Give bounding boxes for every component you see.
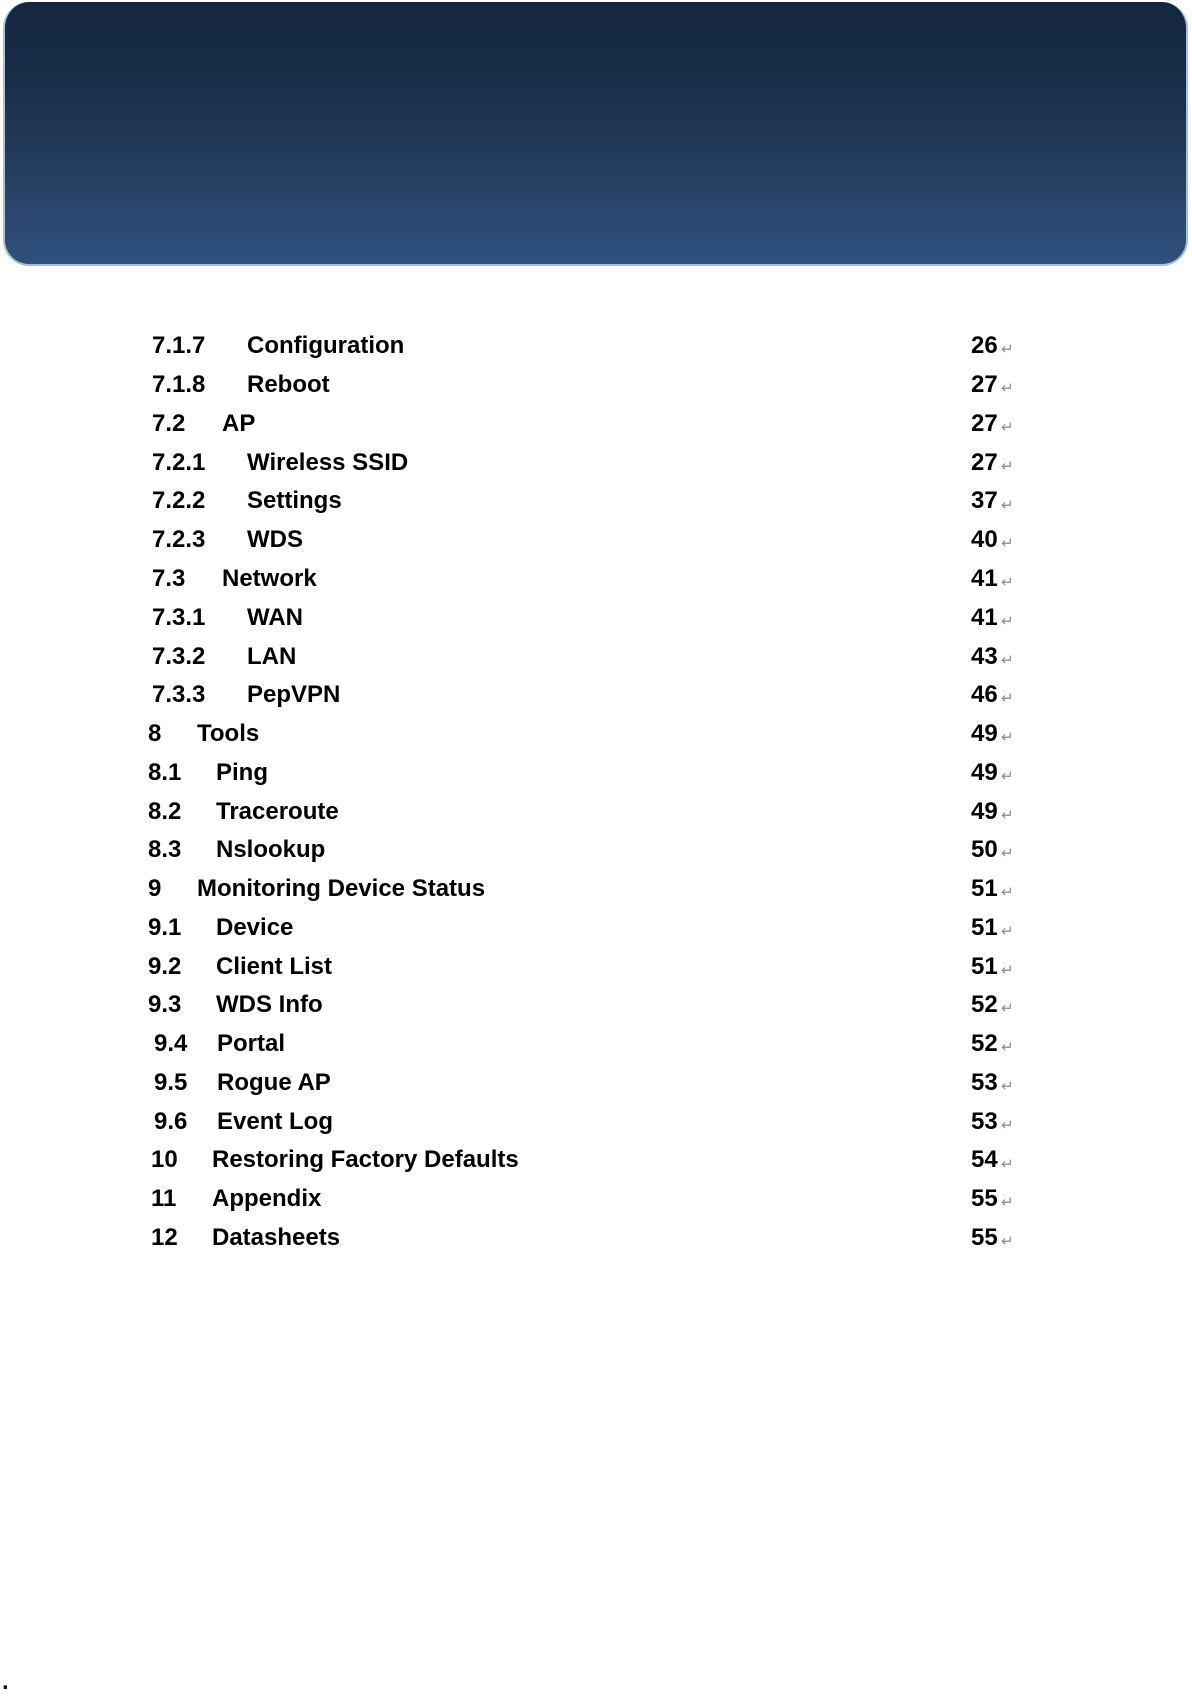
toc-entry-title: Datasheets — [212, 1223, 341, 1251]
return-mark-icon: ↵ — [1001, 1233, 1014, 1251]
toc-entry-number: 8.3 — [148, 836, 182, 864]
toc-entry-number: 7.3.3 — [152, 681, 206, 709]
toc-entry-title: AP — [222, 409, 256, 437]
return-mark-icon: ↵ — [1001, 1078, 1014, 1096]
toc-entry-title: Wireless SSID — [247, 448, 409, 476]
toc-entry-page: 49 — [971, 720, 998, 748]
return-mark-icon: ↵ — [1001, 651, 1014, 669]
toc-entry-page: 53 — [971, 1107, 998, 1135]
toc-row[interactable] — [0, 1025, 1192, 1064]
toc-entry-title: Portal — [217, 1030, 286, 1058]
toc-entry-number: 11 — [151, 1185, 177, 1213]
toc-entry-number: 9.1 — [148, 913, 182, 941]
toc-entry-page: 49 — [971, 758, 998, 786]
toc-row[interactable] — [0, 521, 1192, 560]
toc-entry-page: 27 — [971, 409, 998, 437]
toc-row[interactable] — [0, 1180, 1192, 1219]
toc-entry-number: 12 — [151, 1223, 178, 1251]
toc-entry-title: Ping — [216, 758, 268, 786]
return-mark-icon: ↵ — [1001, 1155, 1014, 1173]
return-mark-icon: ↵ — [1001, 729, 1014, 747]
toc-entry-page: 46 — [971, 681, 998, 709]
return-mark-icon: ↵ — [1001, 884, 1014, 902]
return-mark-icon: ↵ — [1001, 961, 1014, 979]
toc-row[interactable] — [0, 560, 1192, 599]
toc-entry-title: WDS Info — [216, 991, 323, 1019]
toc-entry-page: 27 — [971, 448, 998, 476]
toc-row[interactable] — [0, 870, 1192, 909]
toc-entry-title: Nslookup — [216, 836, 326, 864]
toc-entry-title: Event Log — [217, 1107, 334, 1135]
toc-entry-page: 41 — [971, 603, 998, 631]
return-mark-icon: ↵ — [1001, 341, 1014, 359]
toc-entry-title: Client List — [216, 952, 333, 980]
toc-entry-page: 55 — [971, 1223, 998, 1251]
toc-entry-number: 7.2.1 — [152, 448, 206, 476]
return-mark-icon: ↵ — [1001, 574, 1014, 592]
toc-entry-number: 9.2 — [148, 952, 182, 980]
return-mark-icon: ↵ — [1001, 806, 1014, 824]
toc-entry-title: WDS — [247, 526, 303, 554]
toc-row[interactable] — [0, 637, 1192, 676]
return-mark-icon: ↵ — [1001, 380, 1014, 398]
toc-row[interactable] — [0, 1141, 1192, 1180]
toc-entry-number: 7.1.7 — [152, 332, 206, 360]
toc-entry-page: 50 — [971, 836, 998, 864]
return-mark-icon: ↵ — [1001, 612, 1014, 630]
toc-entry-title: Monitoring Device Status — [197, 875, 486, 903]
toc-entry-page: 40 — [971, 526, 998, 554]
toc-entry-number: 10 — [151, 1146, 178, 1174]
toc-entry-page: 37 — [971, 487, 998, 515]
return-mark-icon: ↵ — [1001, 690, 1014, 708]
toc-row[interactable] — [0, 792, 1192, 831]
toc-entry-number: 9.5 — [154, 1068, 188, 1096]
return-mark-icon: ↵ — [1001, 496, 1014, 514]
toc-entry-number: 7.2.2 — [152, 487, 206, 515]
toc-entry-title: Configuration — [247, 332, 405, 360]
toc-row[interactable] — [0, 676, 1192, 715]
toc-entry-page: 52 — [971, 991, 998, 1019]
stray-period: . — [2, 1668, 9, 1695]
toc-entry-number: 7.3.2 — [152, 642, 206, 670]
toc-entry-title: Restoring Factory Defaults — [212, 1146, 519, 1174]
toc-entry-number: 9 — [148, 875, 162, 903]
toc-entry-page: 53 — [971, 1068, 998, 1096]
toc-entry-page: 55 — [971, 1185, 998, 1213]
toc-entry-title: Tools — [197, 720, 260, 748]
toc-entry-page: 27 — [971, 371, 998, 399]
toc-row[interactable] — [0, 366, 1192, 405]
toc-entry-page: 43 — [971, 642, 998, 670]
toc-row[interactable] — [0, 327, 1192, 366]
toc-entry-number: 9.6 — [154, 1107, 188, 1135]
toc-entry-page: 41 — [971, 564, 998, 592]
toc-entry-number: 7.1.8 — [152, 371, 206, 399]
toc-row[interactable] — [0, 443, 1192, 482]
return-mark-icon: ↵ — [1001, 1116, 1014, 1134]
return-mark-icon: ↵ — [1001, 1039, 1014, 1057]
toc-row[interactable] — [0, 598, 1192, 637]
toc-entry-title: LAN — [247, 642, 297, 670]
toc-row[interactable] — [0, 753, 1192, 792]
toc-row[interactable] — [0, 715, 1192, 754]
return-mark-icon: ↵ — [1001, 1000, 1014, 1018]
return-mark-icon: ↵ — [1001, 767, 1014, 785]
return-mark-icon: ↵ — [1001, 457, 1014, 475]
toc-entry-number: 7.3.1 — [152, 603, 206, 631]
toc-row[interactable] — [0, 908, 1192, 947]
toc-entry-title: PepVPN — [247, 681, 341, 709]
toc-entry-title: Settings — [247, 487, 342, 515]
toc-entry-page: 52 — [971, 1030, 998, 1058]
return-mark-icon: ↵ — [1001, 922, 1014, 940]
toc-row[interactable] — [0, 986, 1192, 1025]
toc-entry-title: Device — [216, 913, 294, 941]
toc-entry-title: Network — [222, 564, 317, 592]
return-mark-icon: ↵ — [1001, 535, 1014, 553]
toc-row[interactable] — [0, 1102, 1192, 1141]
toc-entry-page: 51 — [971, 913, 998, 941]
return-mark-icon: ↵ — [1001, 419, 1014, 436]
toc-row[interactable] — [0, 1219, 1192, 1258]
toc-entry-title: Rogue AP — [217, 1068, 331, 1096]
toc-entry-number: 9.3 — [148, 991, 182, 1019]
toc-entry-page: 26 — [971, 332, 998, 360]
toc-entry-number: 8.1 — [148, 758, 182, 786]
toc-entry-number: 7.3 — [152, 564, 186, 592]
toc-row[interactable] — [0, 831, 1192, 870]
toc-entry-title: Traceroute — [216, 797, 339, 825]
toc-entry-title: WAN — [247, 603, 303, 631]
toc-entry-title: Appendix — [212, 1185, 322, 1213]
toc-entry-page: 54 — [971, 1146, 998, 1174]
toc-entry-page: 49 — [971, 797, 998, 825]
toc-row[interactable] — [0, 405, 1192, 444]
toc-entry-number: 9.4 — [154, 1030, 188, 1058]
toc-entry-number: 8 — [148, 720, 162, 748]
toc-row[interactable] — [0, 1064, 1192, 1103]
header-banner — [3, 2, 1188, 266]
toc-entry-number: 7.2.3 — [152, 526, 206, 554]
toc-row[interactable] — [0, 947, 1192, 986]
toc-entry-number: 8.2 — [148, 797, 182, 825]
return-mark-icon: ↵ — [1001, 845, 1014, 863]
toc-entry-title: Reboot — [247, 371, 330, 399]
toc-entry-page: 51 — [971, 952, 998, 980]
toc-entry-page: 51 — [971, 875, 998, 903]
toc-row[interactable] — [0, 482, 1192, 521]
toc-list — [0, 327, 1192, 1257]
toc-entry-number: 7.2 — [152, 409, 186, 437]
return-mark-icon: ↵ — [1001, 1194, 1014, 1212]
